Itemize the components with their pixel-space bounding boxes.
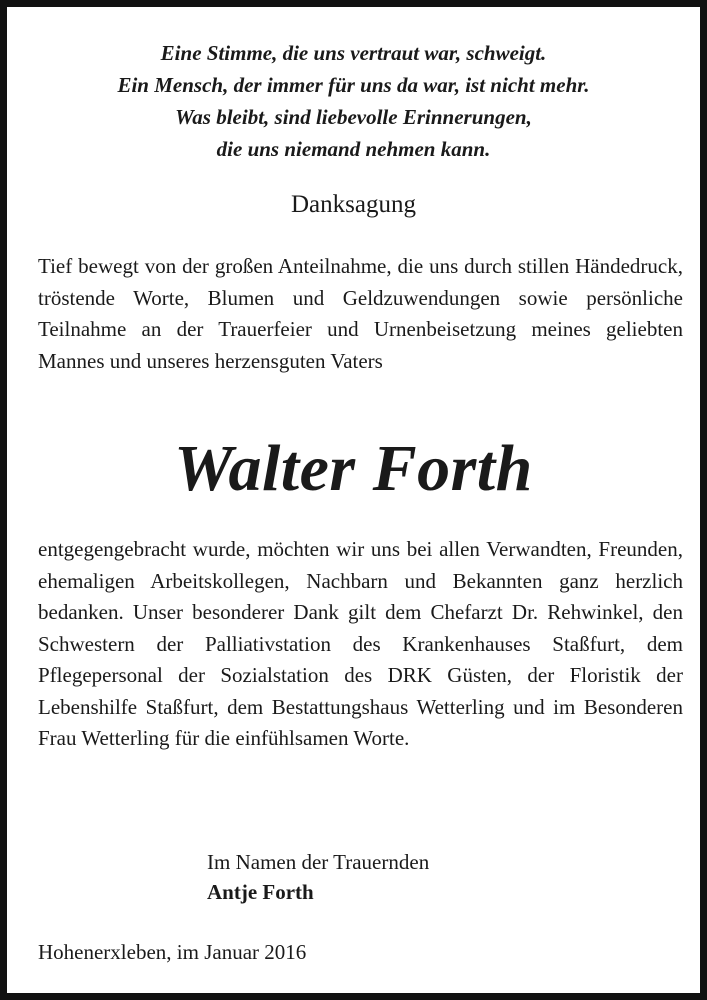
verse-line: die uns niemand nehmen kann. [216,137,491,161]
signature-line: Im Namen der Trauernden [207,850,430,874]
verse-line: Eine Stimme, die uns vertraut war, schweigt. [160,41,547,65]
verse-line: Was bleibt, sind liebevolle Erinnerungen, [175,105,532,129]
memorial-verse [27,37,680,165]
thanks-paragraph-intro: Tief bewegt von der großen Anteilnahme, die uns durch stillen Händedruck, tröstende Worte, Blumen und Geldzuwendungen sowie persönliche Teilnahme an der Trauerfeier und Urnenbeisetzung meines geliebten Mannes und unseres herzensguten Vaters [38,254,683,373]
notice-heading: Danksagung [291,191,416,218]
place-and-date: Hohenerxleben, im Januar 2016 [38,940,307,964]
signature-name: Antje Forth [207,880,314,904]
thanks-paragraph-main: entgegengebracht wurde, möchten wir uns bei allen Verwandten, Freunden, ehemaligen Arbeitskollegen, Nachbarn und Bekannten ganz herzlich bedanken. Unser besonderer Dank gilt dem Chefarzt Dr. Rehwinkel, den Schwestern der Palliativstation des Krankenhauses Staßfurt, dem Pflegepersonal der Sozialstation des DRK Güsten, der Floristik der Lebenshilfe Staßfurt, dem Bestattungshaus Wetterling und im Besonderen Frau Wetterling für die einfühlsamen Worte. [38,537,683,750]
verse-line: Ein Mensch, der immer für uns da war, ist nicht mehr. [117,73,590,97]
deceased-name: Walter Forth [174,432,533,505]
